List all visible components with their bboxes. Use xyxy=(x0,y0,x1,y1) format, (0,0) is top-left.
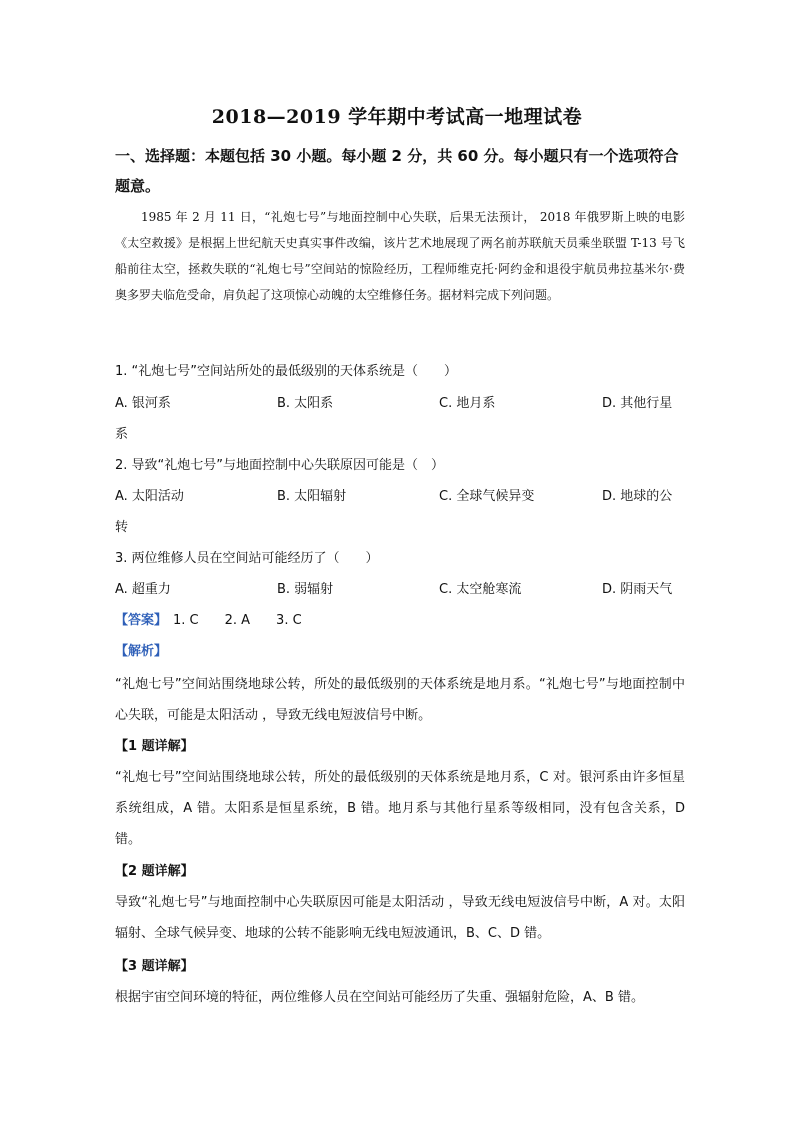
question-2-stem: 2. 导致“礼炮七号”与地面控制中心失联原因可能是（ ） xyxy=(115,458,445,473)
option-b: B. 弱辐射 xyxy=(277,582,334,597)
option-c: C. 地月系 xyxy=(439,396,496,411)
answer-values: 1. C 2. A 3. C xyxy=(173,613,302,628)
detail-2-label: 【2 题详解】 xyxy=(115,864,194,879)
detail-3-text: 根据宇宙空间环境的特征，两位维修人员在空间站可能经历了失重、强辐射危险，A、B 错。 xyxy=(115,990,644,1005)
detail-3-label: 【3 题详解】 xyxy=(115,959,194,974)
question-1-options xyxy=(115,394,685,414)
analysis-label: 【解析】 xyxy=(115,644,168,659)
option-a: A. 超重力 xyxy=(115,582,171,597)
option-d-wrap: 系 xyxy=(115,427,129,442)
section-heading: 一、选择题：本题包括 30 小题。每小题 2 分，共 60 分。每小题只有一个选项符合题意。 xyxy=(115,147,679,195)
option-d: D. 地球的公 xyxy=(602,489,673,504)
detail-2-text: 导致“礼炮七号”与地面控制中心失联原因可能是太阳活动 ，导致无线电短波信号中断，A 对。太阳辐射、全球气候异变、地球的公转不能影响无线电短波通讯，B、C、D 错。 xyxy=(115,895,685,941)
exam-title: 2018—2019 学年期中考试高一地理试卷 xyxy=(211,106,583,128)
detail-1-label: 【1 题详解】 xyxy=(115,739,194,754)
question-3-options xyxy=(115,580,685,600)
option-d: D. 阴雨天气 xyxy=(602,582,673,597)
question-2-options xyxy=(115,487,685,507)
analysis-text: “礼炮七号”空间站围绕地球公转，所处的最低级别的天体系统是地月系。“礼炮七号”与地面控制中心失联，可能是太阳活动 ，导致无线电短波信号中断。 xyxy=(115,677,685,723)
option-b: B. 太阳辐射 xyxy=(277,489,347,504)
detail-1-text: “礼炮七号”空间站围绕地球公转，所处的最低级别的天体系统是地月系，C 对。银河系由许多恒星系统组成，A 错。太阳系是恒星系统，B 错。地月系与其他行星系等级相同，没有包含关系，D 错。 xyxy=(115,770,685,847)
option-c: C. 太空舱寒流 xyxy=(439,582,522,597)
reading-material: 1985 年 2 月 11 日，“礼炮七号”与地面控制中心失联，后果无法预计， 2018 年俄罗斯上映的电影《太空救援》是根据上世纪航天史真实事件改编，该片艺术地展现了两名前苏联航天员乘坐联盟 T-13 号飞船前往太空，拯救失联的“礼炮七号”空间站的惊险经历，工程师维克托·阿约金和退役宇航员弗拉基米尔·费奥多罗夫临危受命，肩负起了这项惊心动魄的太空维修任务。据材料完成下列问题。 xyxy=(115,210,685,302)
answer-label: 【答案】 xyxy=(115,613,168,628)
option-c: C. 全球气候异变 xyxy=(439,489,535,504)
question-1-stem: 1. “礼炮七号”空间站所处的最低级别的天体系统是（ ） xyxy=(115,364,458,379)
answer-row xyxy=(115,611,685,631)
option-d-wrap: 转 xyxy=(115,520,129,535)
option-b: B. 太阳系 xyxy=(277,396,334,411)
option-a: A. 银河系 xyxy=(115,396,171,411)
option-d: D. 其他行星 xyxy=(602,396,673,411)
option-a: A. 太阳活动 xyxy=(115,489,184,504)
question-3-stem: 3. 两位维修人员在空间站可能经历了（ ） xyxy=(115,551,379,566)
